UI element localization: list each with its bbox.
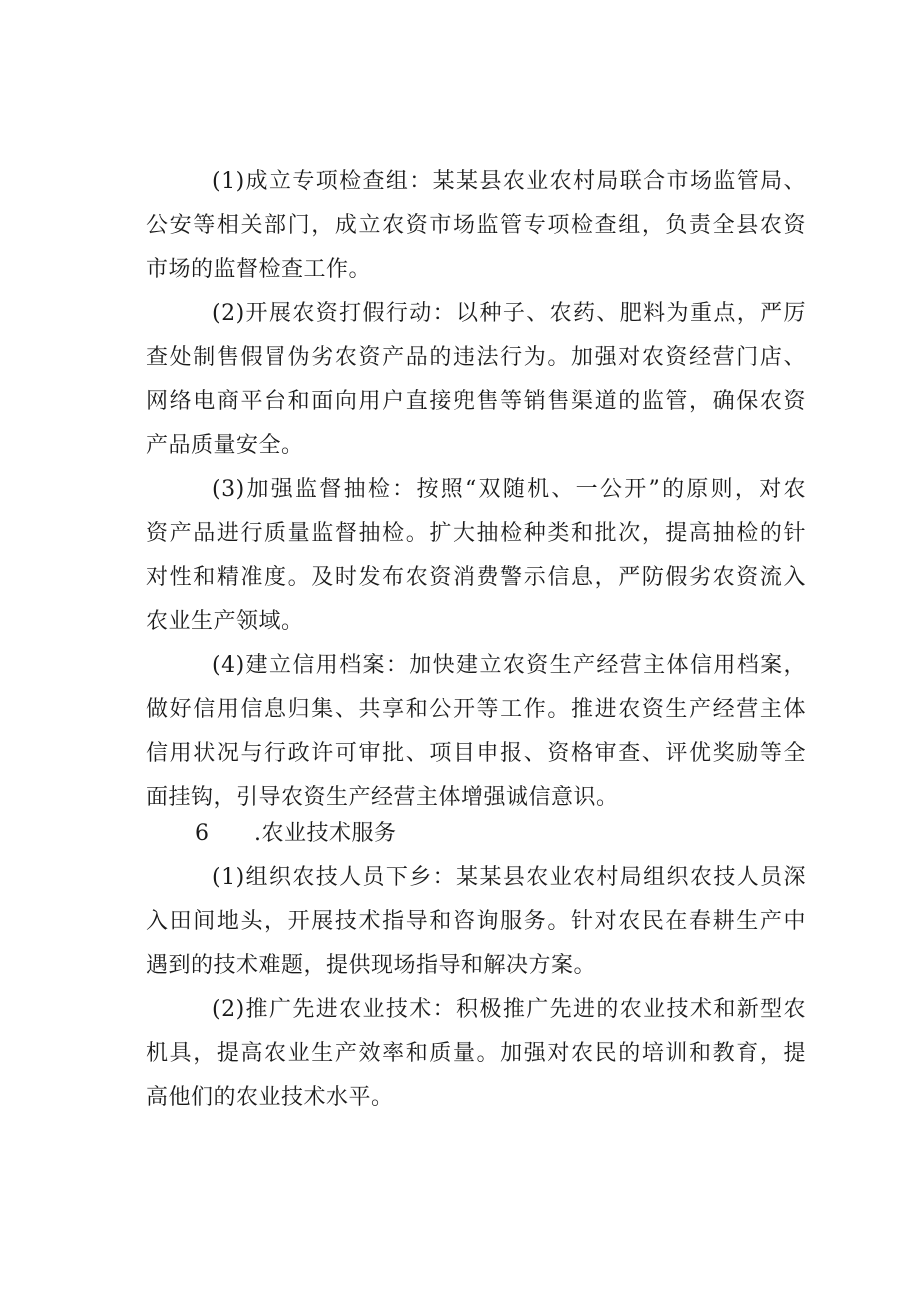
paragraph-3-line-3: 对性和精准度。及时发布农资消费警示信息，严防假劣农资流入 xyxy=(146,565,806,590)
paragraph-6-line-2: 机具，提高农业生产效率和质量。加强对农民的培训和教育，提 xyxy=(146,1041,806,1066)
section-number: 6 xyxy=(195,821,209,846)
paragraph-3-line-1: (3)加强监督抽检：按照“双随机、一公开”的原则，对农 xyxy=(212,477,806,502)
paragraph-3-line-4: 农业生产领域。 xyxy=(146,609,304,634)
paragraph-4-line-2: 做好信用信息归集、共享和公开等工作。推进农资生产经营主体 xyxy=(146,697,806,722)
paragraph-2-line-2: 查处制售假冒伪劣农资产品的违法行为。加强对农资经营门店、 xyxy=(146,345,806,370)
paragraph-2-line-3: 网络电商平台和面向用户直接兜售等销售渠道的监管，确保农资 xyxy=(146,389,806,414)
paragraph-6-line-1: (2)推广先进农业技术：积极推广先进的农业技术和新型农 xyxy=(212,997,806,1022)
paragraph-6-line-3: 高他们的农业技术水平。 xyxy=(146,1085,394,1110)
paragraph-4-line-4: 面挂钩，引导农资生产经营主体增强诚信意识。 xyxy=(146,785,619,810)
paragraph-4-line-3: 信用状况与行政许可审批、项目申报、资格审查、评优奖励等全 xyxy=(146,741,806,766)
section-title: .农业技术服务 xyxy=(254,821,397,846)
paragraph-2-line-4: 产品质量安全。 xyxy=(146,433,304,458)
paragraph-3-line-2: 资产品进行质量监督抽检。扩大抽检种类和批次，提高抽检的针 xyxy=(146,521,806,546)
paragraph-1-line-2: 公安等相关部门，成立农资市场监管专项检查组，负责全县农资 xyxy=(146,213,806,238)
paragraph-2-line-1: (2)开展农资打假行动：以种子、农药、肥料为重点，严厉 xyxy=(212,301,806,326)
paragraph-1-line-1: (1)成立专项检查组：某某县农业农村局联合市场监管局、 xyxy=(212,169,806,194)
paragraph-5-line-2: 入田间地头，开展技术指导和咨询服务。针对农民在春耕生产中 xyxy=(146,909,806,934)
paragraph-4-line-1: (4)建立信用档案：加快建立农资生产经营主体信用档案， xyxy=(212,653,806,678)
paragraph-5-line-1: (1)组织农技人员下乡：某某县农业农村局组织农技人员深 xyxy=(212,865,806,890)
paragraph-5-line-3: 遇到的技术难题，提供现场指导和解决方案。 xyxy=(146,953,597,978)
paragraph-1-line-3: 市场的监督检查工作。 xyxy=(146,257,372,282)
